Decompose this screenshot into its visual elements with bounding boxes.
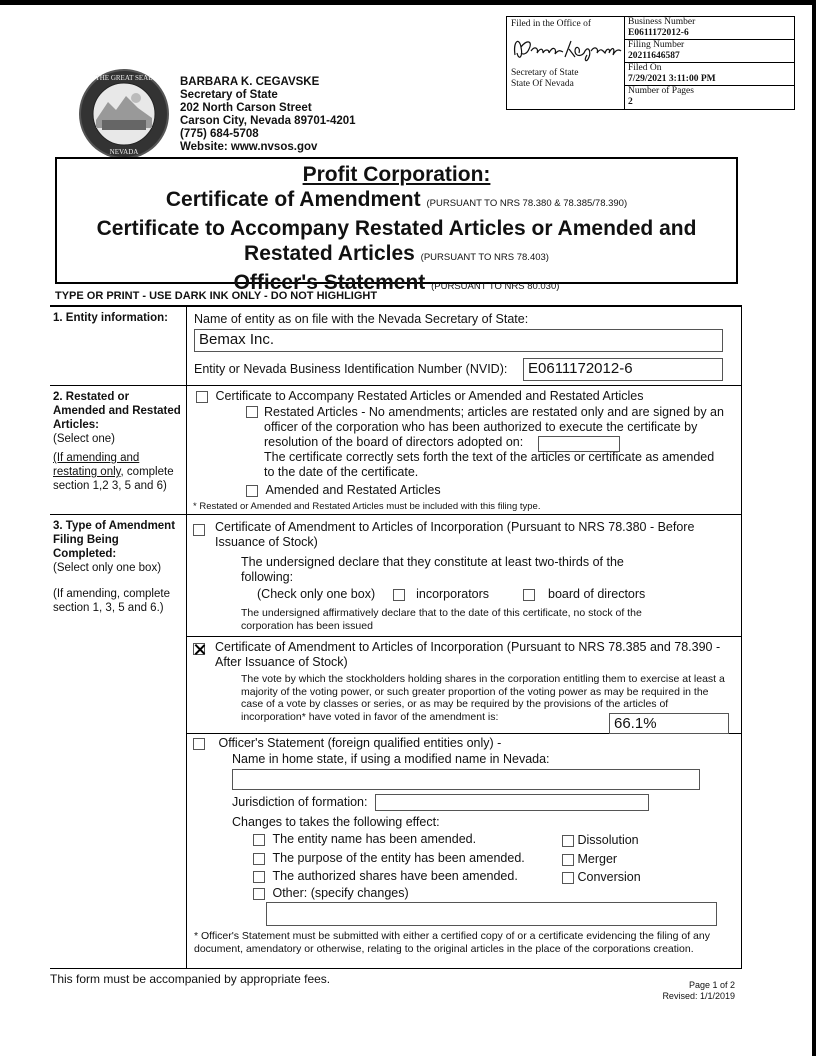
merger-option (562, 852, 617, 867)
check-one-label: (Check only one box) (257, 587, 376, 601)
section2-footnote: * Restated or Amended and Restated Articles must be included with this filing type. (193, 501, 541, 512)
amendment-before-stock-option (193, 520, 738, 550)
section2-note (53, 451, 183, 493)
section2-label-bold: 2. Restated or Amended and Restated Articles: (53, 391, 181, 431)
change-other-label: Other: (specify changes) (272, 886, 409, 900)
ink-instructions: TYPE OR PRINT - USE DARK INK ONLY - DO NOT HIGHLIGHT (55, 290, 378, 302)
stamp-pages (625, 86, 794, 108)
title-restated-articles (57, 241, 736, 270)
page-edge-right (812, 0, 816, 1056)
section3-select-one: (Select only one box) (53, 562, 162, 574)
sos-title: Secretary of State (180, 89, 278, 101)
grid-top-line (50, 305, 742, 307)
stamp-filed-on (625, 63, 794, 86)
conversion-checkbox[interactable] (562, 872, 574, 884)
sos-phone: (775) 684-5708 (180, 128, 259, 140)
board-of-directors-label: board of directors (548, 587, 646, 601)
filing-number-value: 20211646587 (628, 51, 680, 61)
stamp-office (507, 17, 625, 109)
restated-articles-row (246, 405, 741, 450)
pages-label: Number of Pages (628, 86, 694, 96)
check-one-box-row (257, 587, 645, 602)
section1-label (53, 311, 185, 325)
amended-restated-option (246, 483, 441, 498)
amended-restated-checkbox[interactable] (246, 485, 258, 497)
sos-website: Website: www.nvsos.gov (180, 141, 318, 153)
section3-note: (If amending, complete section 1, 3, 5 and 6.) (53, 588, 170, 614)
jurisdiction-label: Jurisdiction of formation: (232, 795, 368, 809)
stamp-sos-line2: State Of Nevada (511, 79, 574, 89)
business-number-label: Business Number (628, 17, 696, 27)
change-name-option (253, 832, 476, 847)
section1-label-text: 1. Entity information: (53, 312, 168, 324)
incorporators-checkbox[interactable] (393, 589, 405, 601)
title-line3: Certificate to Accompany Restated Articles or Amended and (96, 217, 697, 240)
board-of-directors-checkbox[interactable] (523, 589, 535, 601)
change-shares-option (253, 869, 518, 884)
section3-label-bold: 3. Type of Amendment Filing Being Completed: (53, 520, 176, 560)
changes-label: Changes to takes the following effect: (232, 815, 440, 829)
nvid-field[interactable]: E0611172012-6 (523, 358, 723, 381)
restated-certificate-label: Certificate to Accompany Restated Articles or Amended and Restated Articles (215, 389, 644, 403)
restated-articles-option (246, 405, 741, 480)
change-other-option (253, 886, 409, 901)
change-name-checkbox[interactable] (253, 834, 265, 846)
page-info (660, 980, 735, 1002)
filing-stamp (506, 16, 795, 110)
entity-name-field[interactable]: Bemax Inc. (194, 329, 723, 352)
svg-text:THE GREAT SEAL: THE GREAT SEAL (95, 74, 153, 82)
restated-articles-checkbox[interactable] (246, 406, 258, 418)
section2-note-rest: , complete section 1,2 3, 5 and 6) (53, 466, 174, 492)
grid-bottom-line (50, 968, 742, 969)
restated-articles-label: Restated Articles - No amendments; articles are restated only and are signed by an officer of the corporation who has been authorized to execute the certificate by resolution of the board of directors adopted on: (264, 405, 724, 449)
restated-certificate-option (196, 389, 736, 404)
officers-statement-option (193, 736, 501, 751)
jurisdiction-field[interactable] (375, 794, 649, 811)
title-line2-main: Certificate of Amendment (165, 188, 421, 211)
other-changes-field[interactable] (266, 902, 717, 926)
filed-on-label: Filed On (628, 63, 662, 73)
title-line2-note: (PURSUANT TO NRS 78.380 & 78.385/78.390) (426, 198, 628, 209)
signature (509, 27, 624, 67)
grid-line-optB (186, 636, 742, 637)
svg-text:NEVADA: NEVADA (109, 148, 139, 156)
amendment-after-stock-checkbox[interactable] (193, 643, 205, 655)
stamp-filed-in: Filed in the Office of (511, 19, 592, 29)
dissolution-label: Dissolution (577, 833, 639, 847)
officers-statement-footnote: * Officer's Statement must be submitted with either a certified copy of or a certificate evidencing the filing of any document, amendatory or otherwise, relating to the original articles in the place of the corporations creation. (194, 930, 710, 955)
revised-date: Revised: 1/1/2019 (662, 991, 735, 1001)
change-purpose-label: The purpose of the entity has been amended. (272, 851, 525, 865)
officers-statement-checkbox[interactable] (193, 738, 205, 750)
entity-name-prompt: Name of entity as on file with the Nevada Secretary of State: (194, 312, 529, 326)
change-shares-label: The authorized shares have been amended. (272, 869, 518, 883)
amendment-before-stock-checkbox[interactable] (193, 524, 205, 536)
form-title-box (55, 157, 738, 294)
business-number-value: E0611172012-6 (628, 28, 689, 38)
merger-label: Merger (577, 852, 618, 866)
title-profit-corporation: Profit Corporation: (302, 163, 491, 186)
filing-number-label: Filing Number (628, 40, 685, 50)
stamp-business-number (625, 17, 794, 40)
section2-note-underlined: (If amending and restating only (53, 452, 140, 478)
change-name-label: The entity name has been amended. (272, 832, 477, 846)
grid-line-sec3 (50, 514, 742, 515)
pages-value: 2 (628, 97, 633, 107)
vote-percentage-field[interactable]: 66.1% (609, 713, 729, 734)
title-line5-main: Officer's Statement (233, 271, 426, 294)
conversion-label: Conversion (577, 870, 641, 884)
nvid-prompt: Entity or Nevada Business Identification Number (NVID): (194, 362, 508, 376)
merger-checkbox[interactable] (562, 854, 574, 866)
no-stock-issued-declaration: The undersigned affirmatively declare that to the date of this certificate, no stock of the corporation has been issued (241, 607, 642, 632)
sos-address2: Carson City, Nevada 89701-4201 (180, 115, 356, 127)
title-line5-note: (PURSUANT TO NRS 80.030) (431, 281, 560, 292)
secretary-of-state-block (180, 76, 356, 154)
change-purpose-checkbox[interactable] (253, 853, 265, 865)
stamp-sos-line1: Secretary of State (511, 68, 579, 78)
amendment-before-stock-label: Certificate of Amendment to Articles of Incorporation (Pursuant to NRS 78.380 - Before Issuance of Stock) (215, 520, 695, 549)
section2-select-one: (Select one) (53, 433, 116, 445)
stamp-filing-number (625, 40, 794, 63)
home-state-name-field[interactable] (232, 769, 700, 790)
page-number: Page 1 of 2 (688, 980, 735, 990)
resolution-date-field[interactable] (538, 436, 620, 452)
nevada-seal-icon (78, 68, 170, 160)
fees-notice: This form must be accompanied by appropriate fees. (50, 972, 331, 986)
amended-restated-label: Amended and Restated Articles (265, 483, 441, 497)
sos-address1: 202 North Carson Street (180, 102, 312, 114)
title-certificate-of-amendment (57, 187, 736, 216)
two-thirds-declaration: The undersigned declare that they constitute at least two-thirds of the following: (241, 555, 624, 584)
restated-certificate-checkbox[interactable] (196, 391, 208, 403)
restated-articles-text2: The certificate correctly sets forth the text of the articles or certificate as amended to the date of the certificate. (264, 450, 715, 479)
change-other-checkbox[interactable] (253, 888, 265, 900)
grid-line-sec2 (50, 385, 742, 386)
title-line4-main: Restated Articles (244, 242, 415, 265)
change-shares-checkbox[interactable] (253, 871, 265, 883)
home-state-name-prompt: Name in home state, if using a modified name in Nevada: (232, 752, 550, 766)
incorporators-label: incorporators (416, 587, 490, 601)
dissolution-checkbox[interactable] (562, 835, 574, 847)
officers-statement-label: Officer's Statement (foreign qualified entities only) - (218, 736, 502, 750)
section3-label (53, 519, 185, 615)
section2-label (53, 390, 183, 493)
amendment-after-stock-label: Certificate of Amendment to Articles of Incorporation (Pursuant to NRS 78.385 and 78.390 - After Issuance of Stock) (215, 640, 721, 669)
page-edge-top (0, 0, 816, 5)
sos-name: BARBARA K. CEGAVSKE (180, 76, 320, 88)
change-purpose-option (253, 851, 525, 866)
amendment-after-stock-option (193, 640, 738, 670)
title-line4-note: (PURSUANT TO NRS 78.403) (420, 252, 549, 263)
dissolution-option (562, 833, 639, 848)
stockholder-vote-text: The vote by which the stockholders holding shares in the corporation entitling them to exercise at least a majority of the voting power, or such greater proportion of the voting power as may be required in the case of a vote by classes or series, or as may be required by the provisions of the articles of incorporation* have voted in favor of the amendment is: (241, 673, 725, 723)
filed-on-value: 7/29/2021 3:11:00 PM (628, 74, 716, 84)
conversion-option (562, 870, 641, 885)
